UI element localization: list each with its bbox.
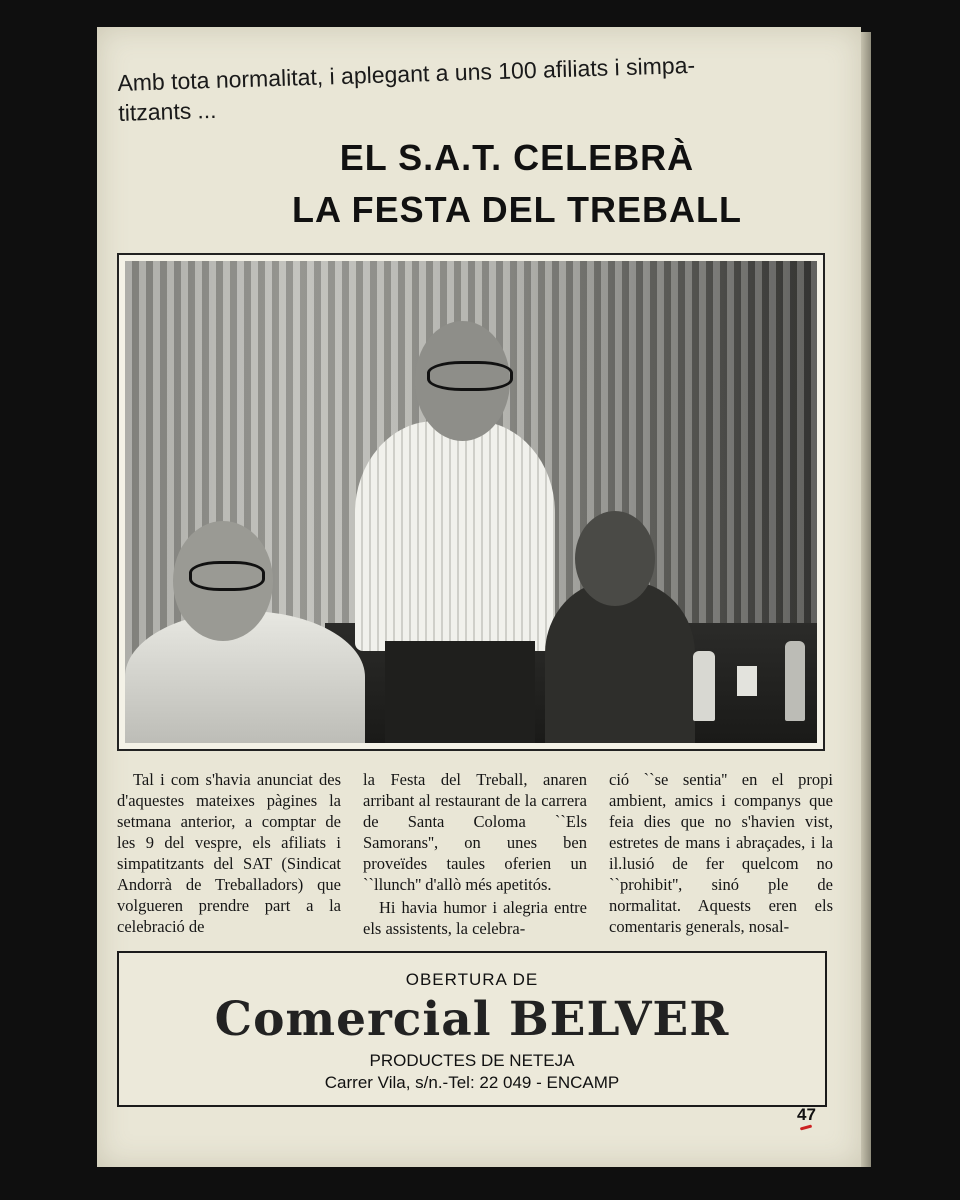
seated-man-glasses-icon	[189, 561, 265, 591]
seated-man-right	[545, 511, 695, 743]
headline-line-1: EL S.A.T. CELEBRÀ	[339, 137, 695, 178]
col2-paragraph-2: Hi havia humor i alegria entre els assistents, la celebra-	[363, 898, 587, 938]
right-man-head	[575, 511, 655, 606]
headline-line-2: LA FESTA DEL TREBALL	[292, 189, 742, 231]
col2-paragraph-1: la Festa del Treball, anaren arribant al restaurant de la carrera de Santa Coloma ``Els Samorans'', on unes ben proveïdes taules oferien un ``llunch'' d'allò més apetitós.	[363, 770, 587, 894]
event-photo	[125, 261, 817, 743]
kicker-cont: titzants	[117, 97, 192, 126]
ad-products: PRODUCTES DE NETEJA	[369, 1051, 575, 1070]
standing-man-glasses-icon	[427, 361, 513, 391]
headline	[217, 132, 817, 236]
advertisement	[117, 951, 827, 1107]
standing-man-shirt	[355, 421, 555, 651]
seated-man-left	[125, 521, 365, 743]
col3-paragraph: ció ``se sentia'' en el propi ambient, amics i companys que feia dies que no s'havien vist, estretes de mans i abraçades, i la il.lusió de fer quelcom no ``prohibit'', sinó ple de normalitat. Aquests eren els comentaris generals, nosal-	[609, 770, 833, 936]
article-body	[117, 769, 833, 949]
ad-business-name: Comercial BELVER	[214, 992, 730, 1047]
standing-man	[355, 321, 555, 743]
article-column-3	[609, 769, 833, 949]
standing-man-trousers	[385, 641, 535, 743]
ad-top-line: OBERTURA DE	[405, 970, 539, 989]
kicker-line-1: Amb tota normalitat, i aplegant a uns 100 afiliats i simpa-	[117, 51, 696, 96]
red-ink-mark	[800, 1124, 812, 1130]
photo-frame	[117, 253, 825, 751]
kicker	[117, 46, 839, 128]
article-column-2	[363, 769, 587, 949]
glass-icon	[737, 666, 757, 696]
bottle-icon	[785, 641, 805, 721]
col1-paragraph: Tal i com s'havia anunciat des d'aquestes mateixes pàgines la setmana anterior, a comptar de les 9 del vespre, els afiliats i simpatitzants del SAT (Sindicat Andorrà de Treballadors) que volgueren prendre part a la celebració de	[117, 770, 341, 936]
page-number: 47	[797, 1105, 816, 1124]
bottle-icon	[693, 651, 715, 721]
article-column-1	[117, 769, 341, 949]
kicker-dots: ...	[196, 96, 217, 124]
ad-address: Carrer Vila, s/n.-Tel: 22 049 - ENCAMP	[324, 1073, 620, 1092]
magazine-page	[97, 27, 861, 1167]
